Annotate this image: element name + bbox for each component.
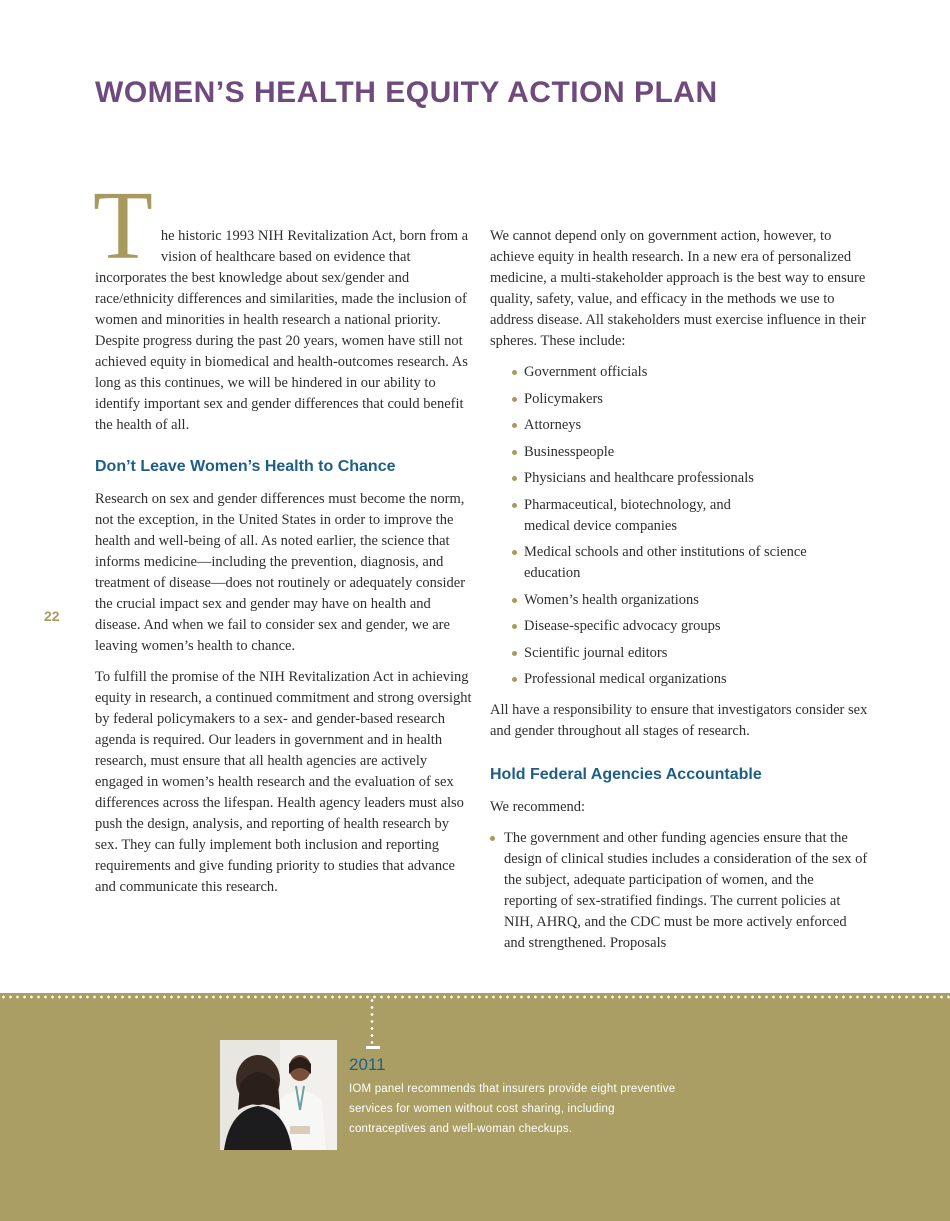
list-item: Pharmaceutical, biotechnology, and medical device companies: [512, 495, 774, 537]
timeline-band: [0, 993, 950, 1221]
list-item: Businesspeople: [512, 442, 870, 463]
list-item: Scientific journal editors: [512, 643, 870, 664]
list-item: Government officials: [512, 362, 870, 383]
timeline-marker: [366, 1046, 380, 1049]
photo-illustration: [220, 1040, 337, 1150]
page-number: 22: [44, 608, 60, 624]
drop-cap: T: [93, 172, 153, 280]
list-item: Physicians and healthcare professionals: [512, 468, 870, 489]
list-item: Professional medical organizations: [512, 669, 870, 690]
list-item: The government and other funding agencies ensure that the design of clinical studies includes a consideration of the sex of the subject, adequate participation of women, and the reporting of sex-stratified findings. The current policies at NIH, AHRQ, and the CDC must be more actively enforced and strengthened. Proposals: [490, 828, 870, 954]
recommend-intro: We recommend:: [490, 799, 586, 815]
list-item: Disease-specific advocacy groups: [512, 616, 870, 637]
section-heading-chance: Don’t Leave Women’s Health to Chance: [95, 458, 396, 475]
doctor-patient-photo: [220, 1040, 337, 1150]
list-item: Attorneys: [512, 415, 870, 436]
timeline-text: IOM panel recommends that insurers provide eight preventive services for women without cost sharing, including contraceptives and well-woman checkups.: [349, 1083, 676, 1135]
left-column: [93, 172, 475, 908]
stakeholder-list: [490, 362, 870, 690]
stakeholder-closing: All have a responsibility to ensure that investigators consider sex and gender throughout all stages of research.: [490, 702, 868, 739]
timeline-year: 2011: [349, 1055, 386, 1074]
list-item: Medical schools and other institutions of science education: [512, 542, 809, 584]
right-column: [490, 226, 870, 954]
stakeholder-intro: We cannot depend only on government action, however, to achieve equity in health research. In a new era of personalized medicine, a multi-stakeholder approach is the best way to ensure quality, safety, value, and efficacy in the methods we use to address disease. All stakeholders must exercise influence in their spheres. These include:: [490, 228, 866, 349]
recommendation-list: [490, 828, 870, 954]
page-title: WOMEN’S HEALTH EQUITY ACTION PLAN: [95, 76, 718, 109]
list-item: Policymakers: [512, 389, 870, 410]
chance-paragraph-1: Research on sex and gender differences must become the norm, not the exception, in the United States in order to improve the health and well-being of all. As noted earlier, the science that informs medicine—including the prevention, diagnosis, and treatment of disease—does not routinely or adequately consider the crucial impact sex and gender may have on health and disease. And when we fail to consider sex and gender, we are leaving women’s health to chance.: [95, 491, 466, 654]
timeline-connector: [370, 997, 374, 1045]
list-item: Women’s health organizations: [512, 590, 870, 611]
intro-text: he historic 1993 NIH Revitalization Act, born from a vision of healthcare based on evidence that incorporates the best knowledge about sex/gender and race/ethnicity differences and similarities, made the inclusion of women and minorities in health research a national priority. Despite progress during the past 20 years, women have still not achieved equity in biomedical and health-outcomes research. As long as this continues, we will be hindered in our ability to identify important sex and gender differences that could benefit the health of all.: [95, 228, 469, 433]
intro-paragraph: [93, 172, 475, 436]
chance-paragraph-2: To fulfill the promise of the NIH Revitalization Act in achieving equity in research, a continued commitment and strong oversight by federal policymakers to a sex- and gender-based research agenda is required. Our leaders in government and in health research, must ensure that all health agencies are actively engaged in women’s health research and the evaluation of sex differences across the lifespan. Health agency leaders must also push the design, analysis, and reporting of health research by sex. They can fully implement both inclusion and reporting requirements and give funding priority to studies that advance and communicate this research.: [95, 669, 472, 895]
timeline-dotted-line: [0, 995, 950, 999]
section-heading-accountable: Hold Federal Agencies Accountable: [490, 766, 762, 783]
